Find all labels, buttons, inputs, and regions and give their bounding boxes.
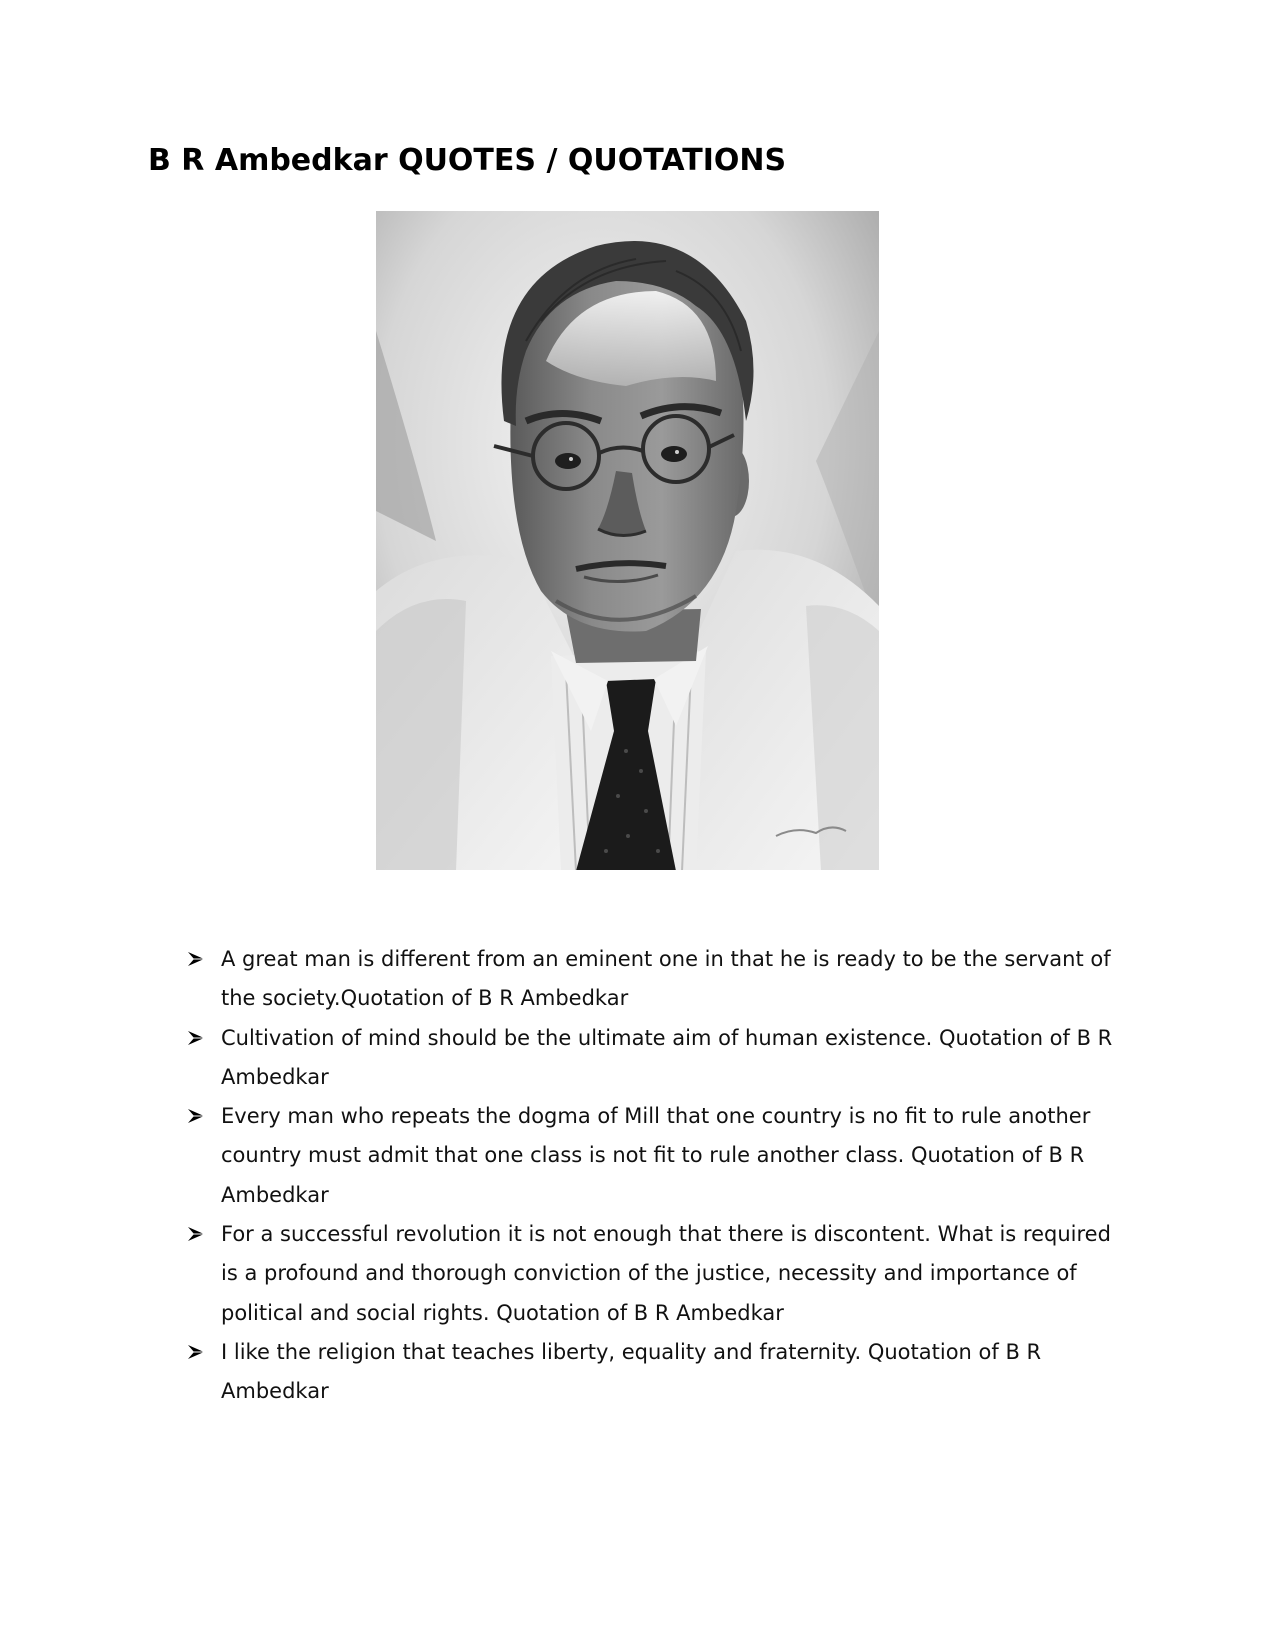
list-item <box>186 1333 1126 1412</box>
arrowhead-bullet-icon <box>186 1019 206 1058</box>
quote-text: Cultivation of mind should be the ultimate aim of human existence. Quotation of B R Ambedkar <box>221 1025 1113 1089</box>
quote-text: Every man who repeats the dogma of Mill that one country is no fit to rule another country must admit that one class is not fit to rule another class. Quotation of B R Ambedkar <box>221 1104 1091 1207</box>
arrowhead-bullet-icon <box>186 1097 206 1136</box>
quote-list <box>186 940 1126 1412</box>
arrowhead-bullet-icon <box>186 1215 206 1254</box>
list-item <box>186 1097 1126 1215</box>
quote-text: I like the religion that teaches liberty, equality and fraternity. Quotation of B R Ambedkar <box>221 1339 1042 1404</box>
quote-text: For a successful revolution it is not enough that there is discontent. What is required is a profound and thorough conviction of the justice, necessity and importance of political and social rights. Quotation of B R Ambedkar <box>221 1222 1111 1325</box>
portrait-illustration <box>376 211 879 870</box>
list-item <box>186 940 1126 1019</box>
arrowhead-bullet-icon <box>186 940 206 979</box>
portrait-photo <box>376 211 879 870</box>
list-item <box>186 1019 1126 1098</box>
page-title: B R Ambedkar QUOTES / QUOTATIONS <box>148 143 787 178</box>
quote-text: A great man is different from an eminent one in that he is ready to be the servant of the society.Quotation of B R Ambedkar <box>221 947 1111 1011</box>
arrowhead-bullet-icon <box>186 1333 206 1372</box>
list-item <box>186 1215 1126 1333</box>
